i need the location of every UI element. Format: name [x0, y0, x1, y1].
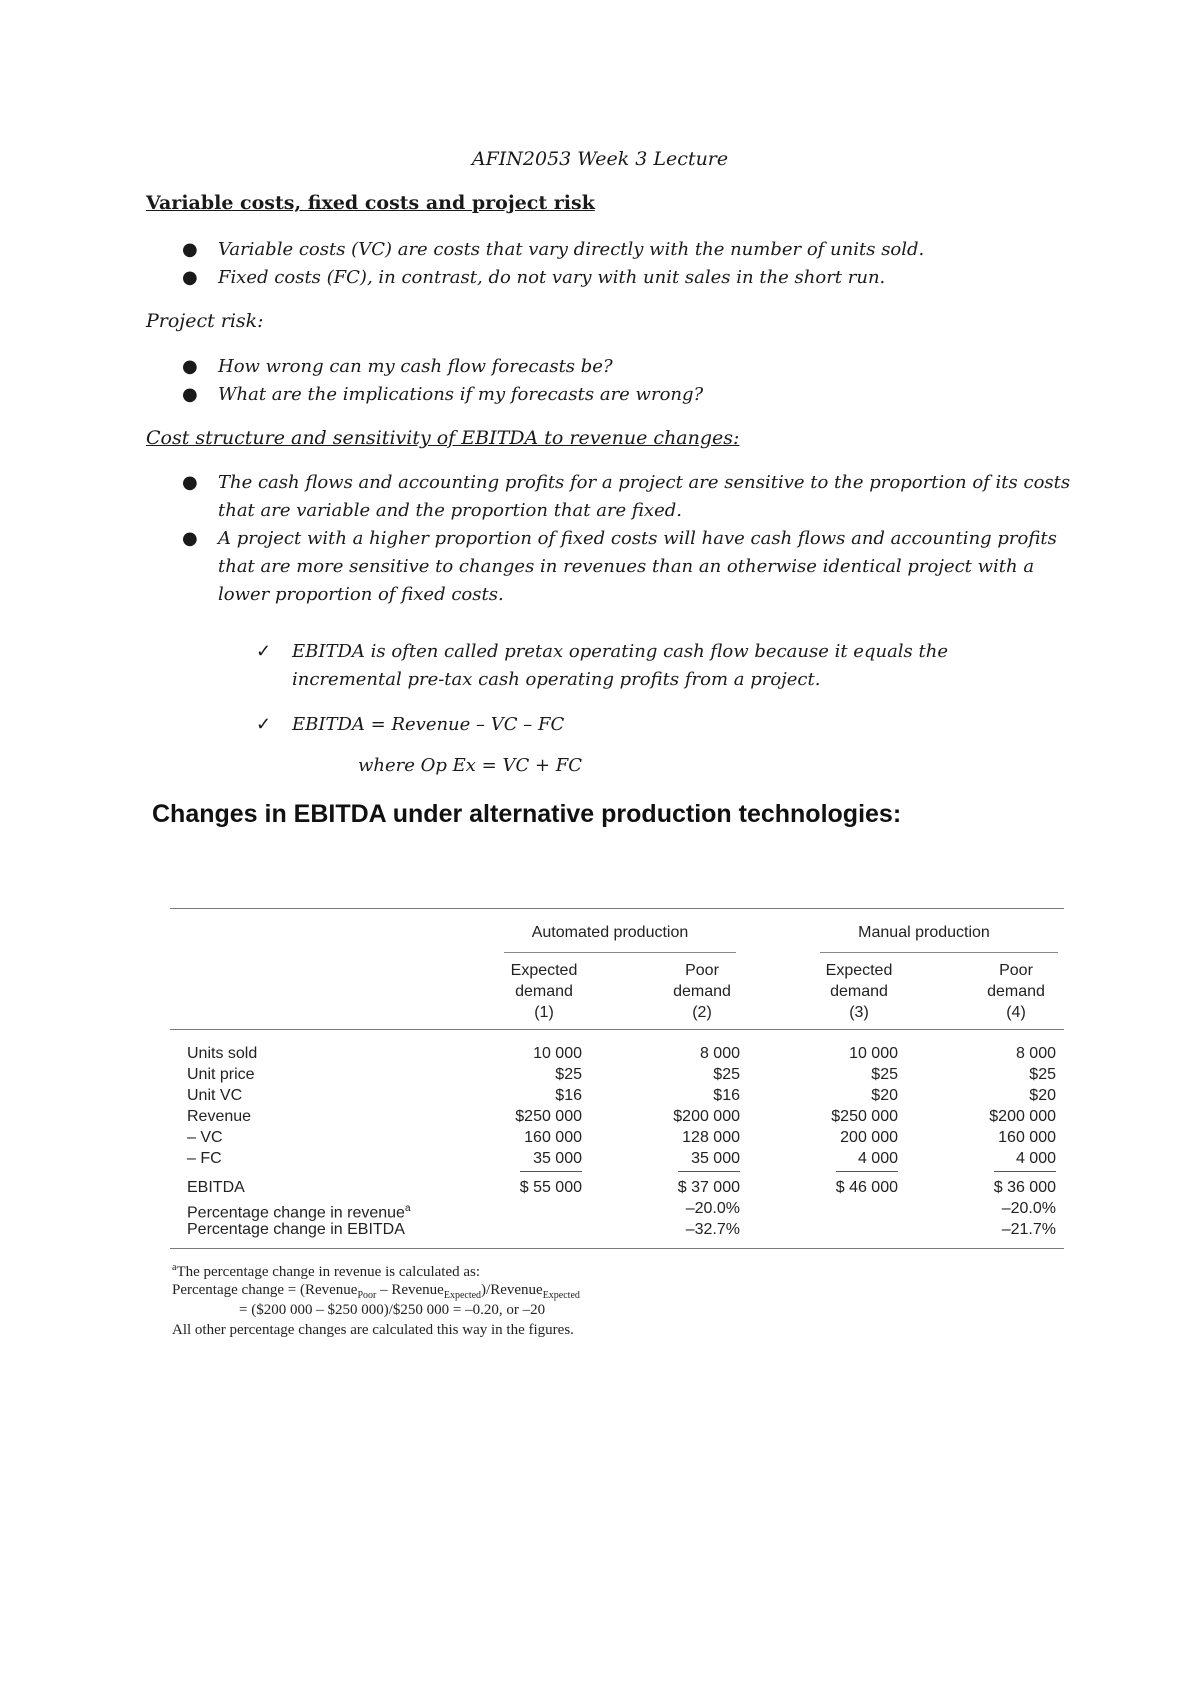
- table-bottom-rule: [170, 1248, 1064, 1249]
- sum-underline: [678, 1171, 740, 1172]
- section-heading-cost-structure: Cost structure and sensitivity of EBITDA to revenue changes:: [146, 427, 740, 449]
- column-header: Poor demand (4): [987, 962, 1045, 1021]
- group-header-manual: Manual production: [858, 924, 990, 941]
- section-heading-project-risk: Project risk:: [146, 310, 264, 332]
- table-row: Unit VC $16 $16 $20 $20: [187, 1087, 1056, 1104]
- list-item: ● Variable costs (VC) are costs that vary directly with the number of units sold.: [146, 236, 1086, 264]
- document-title: AFIN2053 Week 3 Lecture: [471, 148, 729, 170]
- table-row: Percentage change in revenue$^a$ –20.0% –20.0%: [187, 1200, 1056, 1222]
- bullet-icon: ●: [182, 356, 198, 377]
- table-top-rule: [170, 908, 1064, 909]
- bullet-icon: ●: [182, 239, 198, 260]
- list-item: ● How wrong can my cash flow forecasts be?: [146, 353, 1086, 381]
- table-row: – FC 35 000 35 000 4 000 4 000: [187, 1150, 1056, 1167]
- sum-underline: [520, 1171, 582, 1172]
- list-item: ● What are the implications if my forecasts are wrong?: [146, 381, 1086, 409]
- table-row: Revenue $250 000 $200 000 $250 000 $200 000: [187, 1108, 1056, 1125]
- list-item: ✓ EBITDA is often called pretax operating cash flow because it equals the incremental pre-tax cash operating profits from a project.: [220, 638, 980, 694]
- bullet-list-cost-structure: [146, 469, 1086, 609]
- bullet-icon: ●: [182, 472, 198, 493]
- list-item: ● Fixed costs (FC), in contrast, do not vary with unit sales in the short run.: [146, 264, 1086, 292]
- group-rule-manual: [820, 952, 1058, 953]
- table-row: Percentage change in EBITDA –32.7% –21.7%: [187, 1221, 1056, 1238]
- table-header-rule: [170, 1029, 1064, 1030]
- table-row: Unit price $25 $25 $25 $25: [187, 1066, 1056, 1083]
- check-list-ebitda-definition: [220, 638, 980, 694]
- table-row: Units sold 10 000 8 000 10 000 8 000: [187, 1045, 1056, 1062]
- figure-title: Changes in EBITDA under alternative production technologies:: [152, 800, 902, 828]
- bullet-icon: ●: [182, 384, 198, 405]
- column-header: Expected demand (1): [510, 962, 578, 1021]
- list-item: ● A project with a higher proportion of fixed costs will have cash flows and accounting profits that are more sensitive to changes in revenues than an otherwise identical project with a lower proportion of fixed costs.: [146, 525, 1086, 609]
- bullet-list-costs: [146, 236, 1086, 292]
- checkmark-icon: ✓: [256, 714, 272, 735]
- footnote-line: $^a$The percentage change in revenue is calculated as:: [172, 1262, 481, 1280]
- bullet-icon: ●: [182, 528, 198, 549]
- footnote-calculation: = ($200 000 – $250 000)/$250 000 = –0.20, or –20: [239, 1302, 546, 1318]
- table-row: – VC 160 000 128 000 200 000 160 000: [187, 1129, 1056, 1146]
- list-item: ✓ EBITDA = Revenue – VC – FC: [220, 711, 980, 739]
- list-item: ● The cash flows and accounting profits for a project are sensitive to the proportion of its costs that are variable and the proportion that are fixed.: [146, 469, 1086, 525]
- footnote-formula: Percentage change = (Revenue$_{Poor}$ – Revenue$_{Expected}$)/Revenue$_{Expected}$: [172, 1282, 580, 1301]
- group-header-automated: Automated production: [531, 924, 689, 941]
- sum-underline: [836, 1171, 898, 1172]
- column-header: Poor demand (2): [673, 962, 731, 1021]
- table-row: EBITDA $ 55 000 $ 37 000 $ 46 000 $ 36 000: [187, 1179, 1056, 1196]
- checkmark-icon: ✓: [256, 641, 272, 662]
- bullet-list-project-risk: [146, 353, 1086, 409]
- check-list-ebitda-formula: [220, 711, 980, 739]
- section-heading-costs: Variable costs, fixed costs and project risk: [146, 192, 595, 214]
- group-rule-automated: [504, 952, 736, 953]
- bullet-icon: ●: [182, 267, 198, 288]
- sum-underline: [994, 1171, 1056, 1172]
- column-header: Expected demand (3): [825, 962, 893, 1021]
- footnote-line: All other percentage changes are calculated this way in the figures.: [172, 1322, 574, 1338]
- opex-formula: where Op Ex = VC + FC: [358, 755, 583, 776]
